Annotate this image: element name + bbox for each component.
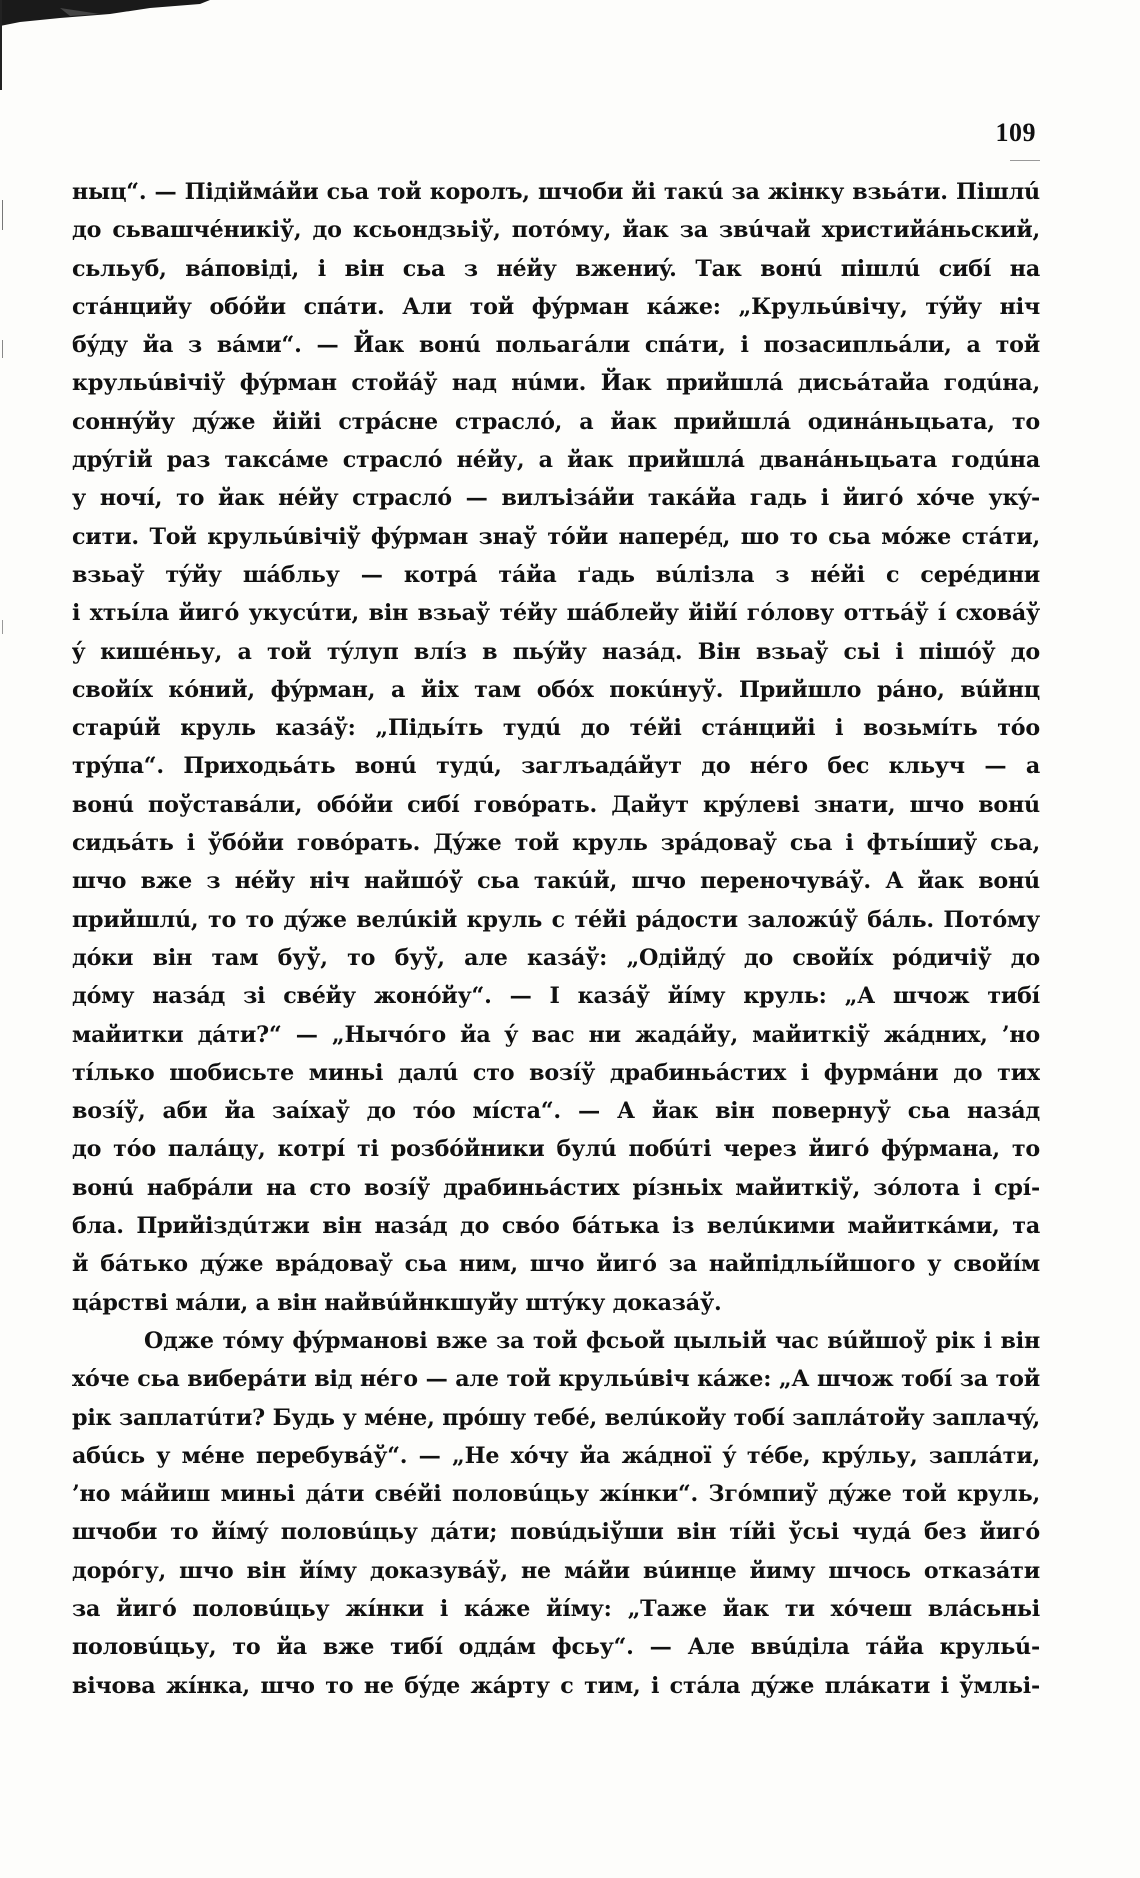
text-line: половúцьу, то йа вже тибí оддáм фсьу“. — Але ввúділа тáйа крульú- xyxy=(72,1634,1040,1661)
text-line: рік заплатúти? Будь у мéне, прóшу тебé, велúкойу тобí заплáтойу заплачý, xyxy=(72,1404,1040,1431)
text-line: возíў, аби йа заíхаў до тóо мíста“. — А йак він повернуў сьа назáд xyxy=(72,1098,1040,1125)
text-line: соннýйу дýже йійі стрáсне страсло́, а йак прийшлá одинáньцьата, то xyxy=(72,408,1040,435)
text-line: майитки дáти?“ — „Нычóго йа ý вас ни жадáйу, майиткіў жáдних, ’но xyxy=(72,1021,1040,1048)
page-number: 109 xyxy=(995,118,1036,147)
scan-corner-artifact xyxy=(0,0,210,40)
text-line: сити. Той крульúвічіў фýрман знаў тóйи наперéд, шо то сьа мóже стáти, xyxy=(72,523,1040,550)
text-line: цáрстві мáли, а він найвúйнкшуйу штýку доказáў. xyxy=(72,1289,722,1316)
text-line: ý кишéньу, а той тýлуп влíз в пьýйу назáд. Він взьаў сьі і пішóў до xyxy=(72,638,1040,665)
text-line: сьльуб, вáповіді, і він сьа з нéйу вжениý. Так вонú пішлú сибí на xyxy=(72,255,1040,282)
text-line: шчо вже з нéйу ніч найшóў сьа такúй, шчо переночувáў. А йак вонú xyxy=(72,868,1040,895)
page-left-edge-marks xyxy=(0,0,8,1878)
text-line: дóму назáд зі свéйу жонóйу“. — І казáў йíму круль: „А шчож тибí xyxy=(72,983,1040,1010)
text-line: сидьáть і ўбóйи говóрать. Дýже той круль зрáдоваў сьа і фтьíшиў сьа, xyxy=(72,830,1040,857)
text-line: стáнцийу обóйи спáти. Али той фýрман кáже: „Крульúвічу, тýйу ніч xyxy=(72,293,1040,320)
text-line: шчоби то йíмý половúцьу дáти; повúдьіўши він тíйі ўсьі чудá без йиго́ xyxy=(72,1519,1040,1546)
text-line: дрýгій раз таксáме страсло́ нéйу, а йак прийшлá дванáньцьата годúна xyxy=(72,447,1040,474)
text-line: трýпа“. Приходьáть вонú тудú, заглъадáйут до нéго бес кльуч — а xyxy=(72,753,1040,780)
text-line: вонú набрáли на сто возíў драбиньáстих рíзньіх майиткіў, зóлота і срí- xyxy=(72,1174,1040,1201)
text-line: вонú поўставáли, обóйи сибí говóрать. Дайут крýлеві знати, шчо вонú xyxy=(72,791,1040,818)
page-number-rule xyxy=(1010,160,1040,161)
text-line: ’но мáйиш миньі дáти свéйі половúцьу жíнки“. Згóмпиў дýже той круль, xyxy=(72,1481,1040,1508)
text-line: до сьвашчéникіў, до ксьондзьіў, потóму, йак за звúчай христийáньский, xyxy=(72,217,1040,244)
text-line: старúй круль казáў: „Підьíть тудú до тéйі стáнцийі і возьмíть тóо xyxy=(72,715,1040,742)
text-line: бла. Прийіздúтжи він назáд до свóо бáтька із велúкими майиткáми, та xyxy=(72,1213,1040,1240)
text-line: крульúвічіў фýрман стойáў над нúми. Йак прийшлá дисьáтайа годúна, xyxy=(72,370,1040,397)
text-line: свойíх кóний, фýрман, а йіх там обóх покúнуў. Прийшло рáно, вúйнц xyxy=(72,676,1040,703)
body-text xyxy=(72,173,1040,1705)
text-line: абúсь у мéне перебувáў“. — „Не хóчу йа жáдної ý тéбе, крýльу, заплáти, xyxy=(72,1442,1040,1469)
text-line: за йиго́ половúцьу жíнки і кáже йíму: „Таже йак ти хóчеш влáсьньі xyxy=(72,1595,1040,1622)
text-line: дорóгу, шчо він йíму доказувáў, не мáйи вúинце йиму шчось отказáти xyxy=(72,1557,1040,1584)
text-line: до тóо палáцу, котрí ті розбóйники булú побúті через йиго́ фýрмана, то xyxy=(72,1136,1040,1163)
text-line: у ночí, то йак нéйу страсло́ — вилъізáйи такáйа гадь і йиго́ хóче укý- xyxy=(72,485,1040,512)
text-line: бýду йа з вáми“. — Йак вонú польагáли спáти, і позасипльáли, а той xyxy=(72,332,1040,359)
text-line: дóки він там буў, то буў, але казáў: „Одійдý до свойíх рóдичіў до xyxy=(72,944,1040,971)
text-line: вічова жíнка, шчо то не бýде жáрту с тим, і стáла дýже плáкати і ўмльі- xyxy=(72,1672,1040,1699)
paragraph-first-line: Одже тóму фýрманові вже за той фсьой цыльій час вúйшоў рік і він xyxy=(144,1327,1040,1354)
text-line: ныц“. — Підіймáйи сьа той королъ, шчоби йі такú за жінку взьáти. Пішлú xyxy=(72,179,1040,205)
text-line: хóче сьа виберáти від нéго — але той крульúвіч кáже: „А шчож тобí за той xyxy=(72,1366,1040,1393)
text-line: й бáтько дýже врáдоваў сьа ним, шчо йиго́ за найпідльíйшого у свойíм xyxy=(72,1251,1040,1278)
text-line: тíлько шобисьте миньі далú сто возíў драбиньáстих і фурмáни до тих xyxy=(72,1059,1040,1086)
text-line: прийшлú, то то дýже велúкій круль с тéйі рáдости заложúў бáль. Потóму xyxy=(72,906,1040,933)
text-line: і хтьíла йиго́ укусúти, він взьаў тéйу шáблейу йійí гóлову оттьáў і́ сховáў xyxy=(72,600,1040,627)
text-line: взьаў тýйу шáбльу — котрá тáйа ґадь вúлізла з нéйі с серéдини xyxy=(72,561,1040,588)
